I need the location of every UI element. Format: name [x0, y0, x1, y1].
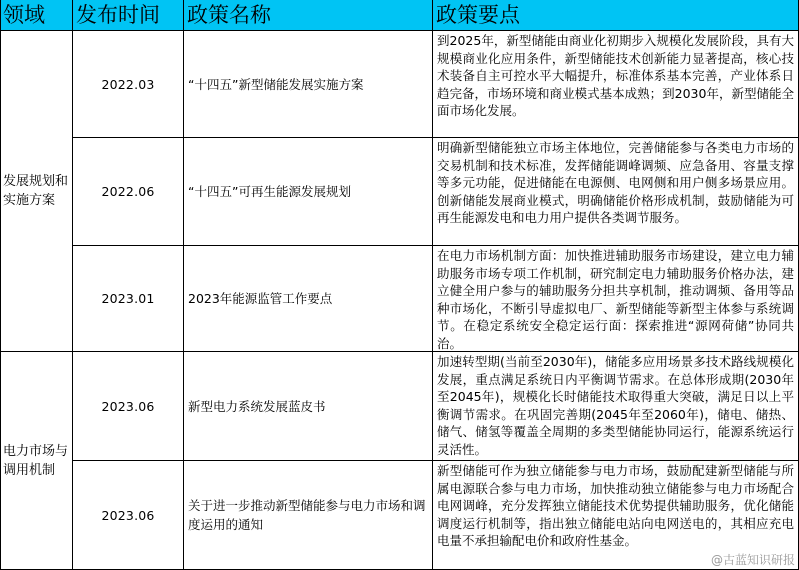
field-label: 发展规划和实施方案	[3, 174, 69, 208]
table-row-date: 2023.06	[101, 398, 155, 414]
table-row-date: 2023.01	[101, 291, 155, 306]
header-field: 领域	[3, 3, 45, 27]
table-row-policy-name: 新型电力系统发展蓝皮书	[188, 398, 326, 414]
table-row-key-points: 加速转型期(当前至2030年)，储能多应用场景多技术路线规模化发展，重点满足系统日内平衡调节需求。在总体形成期(2030年至2045年)，规模化长时储能技术取得重大突破，满足日以上平衡调节需求。在巩固完善期(2045年至2060年)，储电、储热、储气、储氢等覆盖全周期的多类型储能协同运行，能源系统运行灵活性。	[437, 354, 794, 457]
table-row-key-points: 新型储能可作为独立储能参与电力市场，鼓励配建新型储能与所属电源联合参与电力市场，加快推动独立储能参与电力市场配合电网调峰，充分发挥独立储能技术优势提供辅助服务，优化储能调度运行机制等，指出独立储能电站向电网送电的，其相应充电电量不承担输配电价和政府性基金。	[437, 463, 794, 549]
table-header	[0, 0, 799, 30]
table-row-key-points: 在电力市场机制方面：加快推进辅助服务市场建设，建立电力辅助服务市场专项工作机制，研究制定电力辅助服务价格办法，建立健全用户参与的辅助服务分担共享机制，推动调频、备用等品种市场化，不断引导虚拟电厂、新型储能等新型主体参与系统调节。在稳定系统安全稳定运行面：探索推进“源网荷储”协同共治。	[437, 248, 794, 351]
table-row-date: 2022.06	[101, 184, 155, 199]
table-row-key-points: 明确新型储能独立市场主体地位，完善储能参与各类电力市场的交易机制和技术标准，发挥储能调峰调频、应急备用、容量支撑等多元功能，促进储能在电源侧、电网侧和用户侧多场景应用。创新储能发展商业模式，明确储能价格形成机制，鼓励储能为可再生能源发电和电力用户提供各类调节服务。	[437, 140, 794, 226]
field-cell	[1, 31, 71, 351]
header-date: 发布时间	[76, 3, 160, 27]
field-label: 电力市场与调用机制	[3, 443, 69, 478]
table-row-policy-name: 关于进一步推动新型储能参与电力市场和调度运用的通知	[188, 498, 426, 532]
table-row-date: 2023.06	[101, 507, 155, 523]
table-row-date: 2022.03	[101, 76, 155, 92]
header-policy: 政策名称	[187, 3, 271, 27]
field-cell	[1, 352, 71, 569]
watermark: @古蓝知识研报	[710, 553, 795, 567]
header-key-points: 政策要点	[436, 3, 520, 27]
table-row-key-points: 到2025年，新型储能由商业化初期步入规模化发展阶段，具有大规模商业化应用条件，新型储能技术创新能力显著提高，核心技术装备自主可控水平大幅提升，标准体系基本完善，产业体系日趋完备，市场环境和商业模式基本成熟；到2030年，新型储能全面市场化发展。	[437, 33, 794, 119]
table-row-policy-name: 2023年能源监管工作要点	[188, 291, 333, 306]
table-row-policy-name: “十四五”新型储能发展实施方案	[188, 76, 364, 92]
table-row-policy-name: “十四五”可再生能源发展规划	[188, 184, 351, 199]
